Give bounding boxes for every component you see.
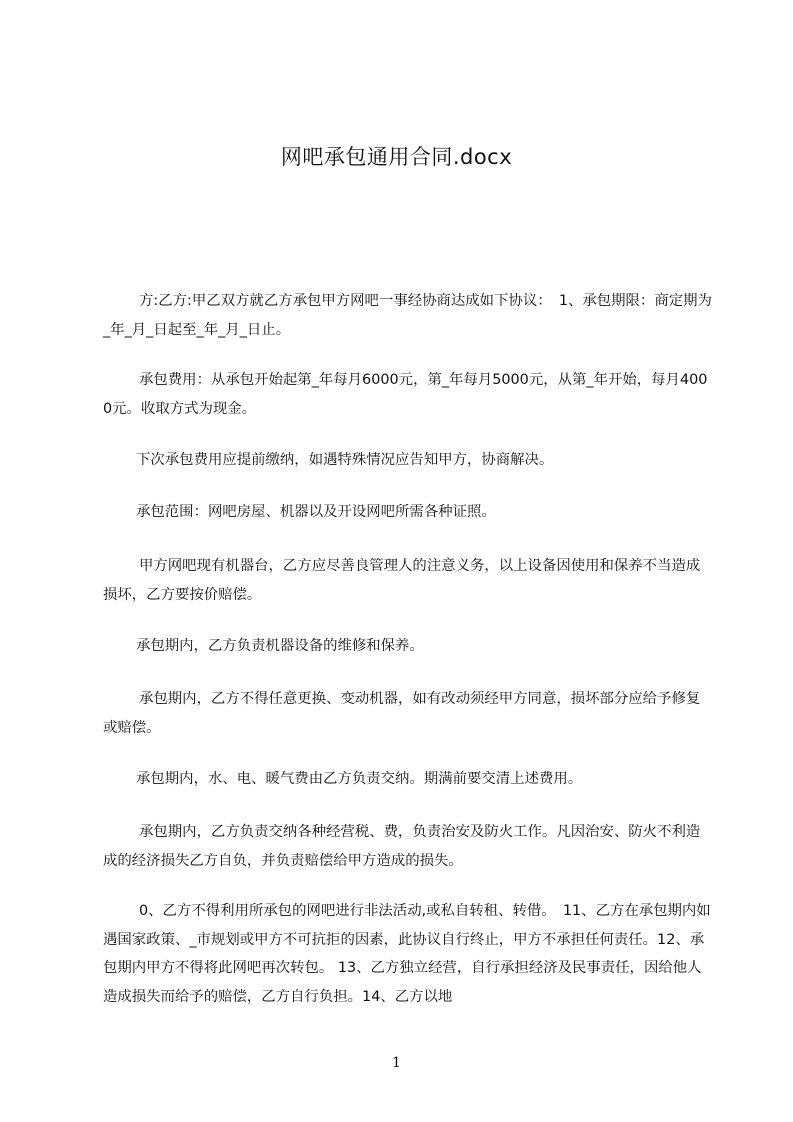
paragraph-3: 下次承包费用应提前缴纳，如遇特殊情况应告知甲方，协商解决。 xyxy=(136,452,554,468)
paragraph-5: 甲方网吧现有机器台，乙方应尽善良管理人的注意义务，以上设备因使用和保养不当造成损坏，乙方要按价赔偿。 xyxy=(103,558,701,603)
paragraph-10: 0、乙方不得利用所承包的网吧进行非法活动,或私自转租、转借。 11、乙方在承包期内如遇国家政策、_市规划或甲方不可抗拒的因素，此协议自行终止，甲方不承担任何责任。12、承包期内甲方不得将此网吧再次转包。 13、乙方独立经营，自行承担经济及民事责任，因给他人造成损失而给予的赔偿，乙方自行负担。14、乙方以地 xyxy=(103,903,711,1005)
paragraph-2: 承包费用：从承包开始起第_年每月6000元，第_年每月5000元，从第_年开始，每月4000元。收取方式为现金。 xyxy=(103,372,708,417)
paragraph-6: 承包期内，乙方负责机器设备的维修和保养。 xyxy=(136,638,424,654)
page-number: 1 xyxy=(392,1055,401,1071)
paragraph-8: 承包期内，水、电、暖气费由乙方负责交纳。期满前要交清上述费用。 xyxy=(136,771,583,787)
paragraph-4: 承包范围：网吧房屋、机器以及开设网吧所需各种证照。 xyxy=(136,504,496,520)
paragraph-7: 承包期内，乙方不得任意更换、变动机器，如有改动须经甲方同意，损坏部分应给予修复或赔偿。 xyxy=(103,691,701,736)
paragraph-1: 方:乙方:甲乙双方就乙方承包甲方网吧一事经协商达成如下协议： 1、承包期限：商定期为_年_月_日起至_年_月_日止。 xyxy=(103,293,712,338)
paragraph-9: 承包期内，乙方负责交纳各种经营税、费，负责治安及防火工作。凡因治安、防火不利造成的经济损失乙方自负，并负责赔偿给甲方造成的损失。 xyxy=(103,824,701,869)
document-title: 网吧承包通用合同.docx xyxy=(280,145,513,169)
